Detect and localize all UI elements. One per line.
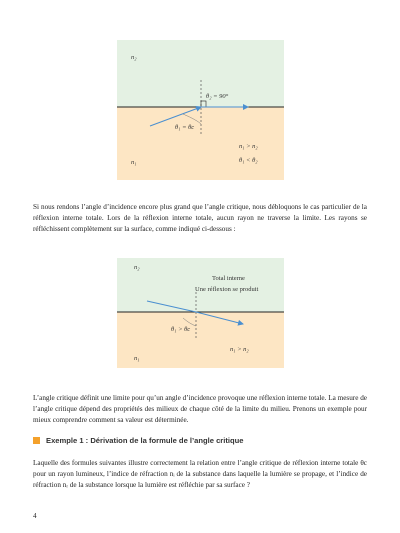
label-n1: n₁ (134, 355, 140, 362)
example-heading-text: Exemple 1 : Dérivation de la formule de l’angle critique (46, 436, 244, 445)
relation-n1-n2: n₁ > n₂ (239, 143, 258, 150)
tir-diagram (117, 258, 284, 368)
label-n2: n₂ (134, 264, 140, 271)
label-theta2: θ₂ = 90° (206, 93, 229, 100)
label-theta1: θ₁ = θc (175, 124, 195, 131)
relation-theta: θ₁ < θ₂ (239, 157, 258, 164)
medium-top-region (117, 258, 284, 312)
label-total-interne: Total interne (212, 275, 245, 282)
figure-total-internal-reflection (117, 258, 284, 368)
medium-bottom-region (117, 107, 284, 180)
label-n1: n₁ (131, 159, 137, 166)
orange-square-icon (33, 437, 40, 444)
relation-n1-n2: n₁ > n₂ (230, 346, 249, 353)
medium-bottom-region (117, 312, 284, 368)
paragraph-question: Laquelle des formules suivantes illustre correctement la relation entre l’angle critique de réflexion interne totale θc pour un rayon lumineux, l’indice de réfraction nᵢ de la substance dans laquelle la lumière se propage, et l’indice de réfraction nᵣ de la substance lorsque la lumière est réfléchie par sa surface ? (33, 459, 367, 489)
page-number: 4 (33, 512, 37, 520)
medium-top-region (117, 40, 284, 107)
paragraph-tir-intro: Si nous rendons l’angle d’incidence encore plus grand que l’angle critique, nous débloquons le cas particulier de la réflexion interne totale. Lors de la réflexion interne totale, aucun rayon ne traverse la limite. Les rayons se réfléchissent complètement sur la surface, comme indiqué ci-dessous : (33, 203, 367, 233)
critical-angle-diagram (117, 40, 284, 180)
example-heading (33, 436, 367, 445)
label-n2: n₂ (131, 54, 137, 61)
label-theta1: θ₁ > θc (171, 326, 191, 333)
figure-critical-angle (117, 40, 284, 180)
label-reflection-occurs: Une réflexion se produit (195, 286, 259, 293)
paragraph-critical-angle: L’angle critique définit une limite pour qu’un angle d’incidence provoque une réflexion interne totale. La mesure de l’angle critique dépend des propriétés des milieux de chaque côté de la limite du milieu. Prenons un exemple pour mieux comprendre comment sa valeur est déterminée. (33, 394, 367, 424)
